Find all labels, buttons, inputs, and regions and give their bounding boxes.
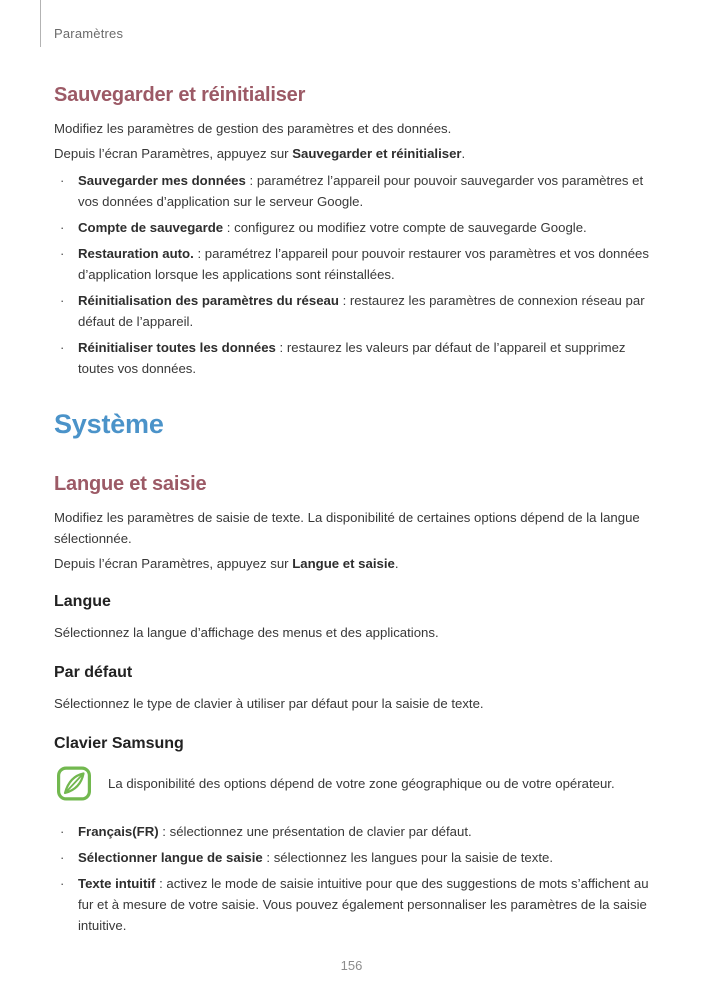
option-description: : configurez ou modifiez votre compte de sauvegarde Google. bbox=[223, 220, 587, 235]
keyboard-options-list bbox=[54, 821, 653, 936]
bullet-marker: · bbox=[60, 220, 65, 235]
subsection-title-langue: Langue bbox=[54, 593, 111, 610]
menu-path-bold: Langue et saisie bbox=[292, 556, 395, 571]
bullet-marker: · bbox=[60, 173, 65, 188]
option-term: Compte de sauvegarde bbox=[78, 220, 224, 235]
option-description: : restaurez les valeurs par défaut de l’appareil et supprimez toutes vos données. bbox=[78, 340, 626, 376]
option-term: Réinitialiser toutes les données bbox=[78, 340, 276, 355]
running-header: Paramètres bbox=[54, 26, 124, 41]
bullet-marker: · bbox=[60, 876, 65, 891]
section-title-backup: Sauvegarder et réinitialiser bbox=[54, 84, 306, 106]
option-term: Français(FR) bbox=[78, 824, 159, 839]
paragraph bbox=[54, 553, 653, 574]
list-item bbox=[54, 821, 653, 842]
paragraph: Modifiez les paramètres de gestion des paramètres et des données. bbox=[54, 121, 452, 136]
option-description: : activez le mode de saisie intuitive pour que des suggestions de mots s’affichent au fur et à mesure de votre saisie. Vous pouvez également personnaliser les paramètres de la saisie intuitive. bbox=[78, 876, 649, 933]
list-item bbox=[54, 847, 653, 868]
list-item bbox=[54, 170, 653, 212]
list-item bbox=[54, 290, 653, 332]
bullet-marker: · bbox=[60, 246, 65, 261]
header-vertical-rule bbox=[40, 0, 41, 47]
paragraph-suffix: . bbox=[461, 146, 466, 161]
option-term: Restauration auto. bbox=[78, 246, 194, 261]
section-title-language: Langue et saisie bbox=[54, 473, 207, 495]
option-term: Sélectionner langue de saisie bbox=[78, 850, 263, 865]
list-item bbox=[54, 217, 653, 238]
menu-path-bold: Sauvegarder et réinitialiser bbox=[292, 146, 462, 161]
option-term: Sauvegarder mes données bbox=[78, 173, 246, 188]
option-term: Réinitialisation des paramètres du réseau bbox=[78, 293, 339, 308]
page-number: 156 bbox=[340, 958, 363, 973]
bullet-marker: · bbox=[60, 824, 65, 839]
pencil-note-icon bbox=[57, 766, 91, 801]
paragraph: Sélectionnez la langue d’affichage des menus et des applications. bbox=[54, 625, 439, 640]
subsection-title-clavier: Clavier Samsung bbox=[54, 735, 184, 752]
bullet-marker: · bbox=[60, 340, 65, 355]
bullet-marker: · bbox=[60, 293, 65, 308]
option-description: : paramétrez l’appareil pour pouvoir sauvegarder vos paramètres et vos données d’application sur le serveur Google. bbox=[78, 173, 644, 209]
chapter-title-system: Système bbox=[54, 409, 164, 439]
paragraph bbox=[54, 143, 653, 164]
list-item bbox=[54, 337, 653, 379]
paragraph: Modifiez les paramètres de saisie de texte. La disponibilité de certaines options dépend de la langue sélectionnée. bbox=[54, 510, 640, 546]
bullet-marker: · bbox=[60, 850, 65, 865]
option-description: : sélectionnez une présentation de clavier par défaut. bbox=[158, 824, 472, 839]
note-text: La disponibilité des options dépend de votre zone géographique ou de votre opérateur. bbox=[108, 776, 615, 791]
list-item bbox=[54, 873, 653, 936]
paragraph: Sélectionnez le type de clavier à utiliser par défaut pour la saisie de texte. bbox=[54, 696, 484, 711]
paragraph-prefix: Depuis l’écran Paramètres, appuyez sur bbox=[54, 146, 293, 161]
option-description: : restaurez les paramètres de connexion réseau par défaut de l’appareil. bbox=[78, 293, 645, 329]
backup-options-list bbox=[54, 170, 653, 379]
list-item bbox=[54, 243, 653, 285]
option-description: : sélectionnez les langues pour la saisie de texte. bbox=[262, 850, 554, 865]
note-callout bbox=[54, 766, 653, 801]
subsection-title-defaut: Par défaut bbox=[54, 664, 133, 681]
paragraph-prefix: Depuis l’écran Paramètres, appuyez sur bbox=[54, 556, 293, 571]
paragraph-suffix: . bbox=[394, 556, 399, 571]
option-description: : paramétrez l’appareil pour pouvoir restaurer vos paramètres et vos données d’application lorsque les applications sont réinstallées. bbox=[78, 246, 649, 282]
option-term: Texte intuitif bbox=[78, 876, 156, 891]
